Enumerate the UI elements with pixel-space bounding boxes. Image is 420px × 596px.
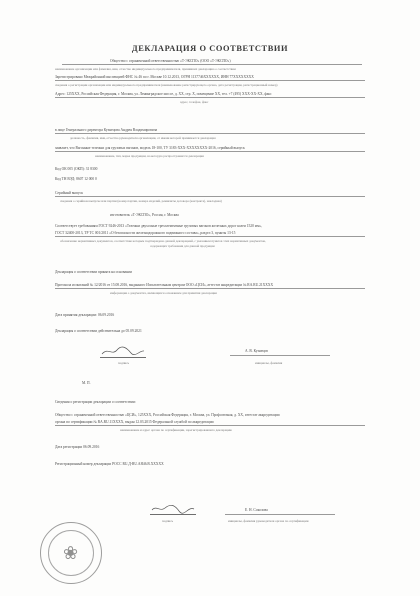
tnved-code: Код ТН ВЭД: 8607 12 000 0 [55, 177, 97, 181]
okp-code: Код ОК 005 (ОКП): 31 8300 [55, 167, 98, 171]
document-title: ДЕКЛАРАЦИЯ О СООТВЕТСТВИИ [131, 44, 289, 53]
caption: содержащих требования для данной продукции [150, 244, 215, 248]
underline [55, 80, 365, 81]
underline [55, 236, 365, 237]
caption: наименование организации или фамилия, имя, отчество индивидуального предпринимателя, принявших декларацию о соответствии [55, 67, 236, 71]
underline [225, 514, 335, 515]
caption: обозначение нормативных документов, соответствие которым подтверждено данной декларацией, с указанием пунктов этих нормативных документов, [60, 239, 266, 243]
certifier-signature [150, 502, 196, 515]
manufacturer: изготовитель «Т-ЭКСПО», Россия, г. Москва [110, 213, 179, 217]
applicant-name: Общество с ограниченной ответственностью «Т-ЭКСПО» (ООО «Т-ЭКСПО») [110, 59, 231, 63]
basis-heading: Декларация о соответствии принята на основании [55, 270, 132, 274]
signature-scribble [100, 345, 146, 357]
registration-number: Регистрационный номер декларации РОСС RU.Д-RU.АЯ46.В.XXXXX [55, 462, 164, 466]
seal-place: М. П. [82, 381, 91, 385]
underline [62, 64, 362, 65]
underline [55, 425, 365, 426]
representative: в лице Генерального директора Кузнецова Андрея Владимировича [55, 128, 158, 132]
certification-body-2: органа по сертификации № RA.RU.11XXXX, выдан 12.03.2015 Федеральной службой по аккредитации [55, 420, 214, 424]
underline [55, 151, 365, 152]
basis-document: Протокола испытаний № 12/2016 от 15.08.2016, выданного Испытательным центром ООО «ЦСИ», аттестат аккредитации № RA.RU.21XXXX [55, 283, 274, 287]
caption: должность, фамилия, имя, отчество руководителя организации, от имени которой принимается декларация [70, 136, 216, 140]
registration-date: Дата регистрации 06.09.2016 [55, 445, 100, 449]
underline [55, 133, 365, 134]
caption: адрес, телефон, факс [180, 100, 209, 104]
caption: наименование, тип, марка продукции, на которую распространяется декларация [95, 154, 204, 158]
certification-stamp [40, 522, 102, 584]
caption: наименование и адрес органа по сертификации, зарегистрировавшего декларацию [120, 428, 233, 432]
certification-body-1: Общество с ограниченной ответственностью «ЦСИ», 125XXX, Российская Федерация, г. Москва, ул. Профсоюзная, д. XX, аттестат аккредитации [55, 413, 280, 417]
underline [55, 97, 365, 98]
underline [55, 288, 365, 289]
caption: инициалы, фамилия руководителя органа по сертификации [228, 519, 309, 523]
signature-scribble [150, 502, 196, 514]
caption: подпись [118, 361, 130, 365]
registration-heading: Сведения о регистрации декларации о соответствии: [55, 400, 136, 404]
valid-until: Декларация о соответствии действительна до 05.09.2021 [55, 329, 142, 333]
stamp-emblem-icon: ❀ [63, 543, 79, 564]
caption: подпись [162, 519, 174, 523]
caption: сведения о серийном выпуске или партии (номер партии, номера изделий, реквизиты договора (контракта), накладная) [60, 199, 222, 203]
product: заявляет, что Вагонные тележки для грузовых вагонов, модель 18-100, ТУ 3183-XXX-XXXXXXXX-2016, серийный выпуск [55, 146, 245, 150]
applicant-signature [100, 345, 146, 358]
registration-info: Зарегистрировано Межрайонной инспекцией ФНС № 46 по г. Москве 10.12.2013, ОГРН 1137746XXXXXX, ИНН 77XXXXXXXX [55, 75, 254, 79]
serial-release: Серийный выпуск [55, 191, 84, 195]
acceptance-date: Дата принятия декларации: 06.09.2016 [55, 313, 115, 317]
address: Адрес: 125XXX, Российская Федерация, г. Москва, ул. Ленинградское шоссе, д. XX, стр. X, помещение XX, тел. +7 (495) XXX-XX-XX, факс [55, 92, 272, 96]
underline [230, 355, 330, 356]
applicant-initials: А. В. Кузнецов [245, 349, 268, 353]
caption: сведения о регистрации организации или индивидуального предпринимателя (наименование регистрирующего органа, дата регистрации, регистрационный номер) [55, 83, 278, 87]
requirements-line-2: ГОСТ 32400-2013, ТР ТС 001/2011 «О безопасности железнодорожного подвижного состава», раздел 3, пункты 13-15 [55, 231, 236, 235]
certifier-initials: Е. Н. Соколова [245, 508, 268, 512]
underline [55, 196, 365, 197]
requirements-line-1: Соответствует требованиям ГОСТ 9246-2013 «Тележки двухосные трехэлементные грузовых вагонов железных дорог колеи 1520 мм», [55, 224, 263, 228]
caption: инициалы, фамилия [255, 361, 283, 365]
caption: информация о документах, являющихся основанием для принятия декларации [110, 291, 217, 295]
